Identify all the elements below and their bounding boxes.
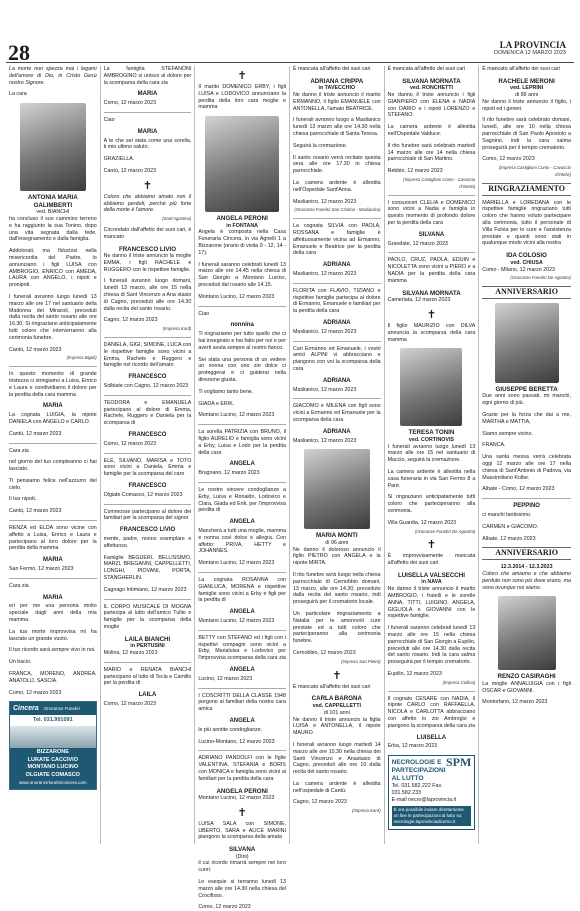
ad-brand: Cincera <box>13 705 39 713</box>
notice-text: È mancata all'affetto dei suoi cari <box>387 66 466 72</box>
notice-text: Un particolare ringraziamento a Natalia per le amorevoli cure prestate ed a tutti coloro che parteciperanno alla cerimonia funebre. <box>292 611 381 645</box>
notice-text: A te che sei stata come una sorella, ti mio ultimo saluto. <box>103 137 192 151</box>
portrait-photo <box>495 303 559 383</box>
deceased-name: ADRIANA <box>322 377 351 384</box>
deceased-name: TERESA TONIN <box>408 429 455 437</box>
deceased-name: LAILA BIANCHI <box>124 635 171 643</box>
cross-icon: ✝ <box>237 70 247 82</box>
notice-text: Eupilio, 12 marzo 2023 <box>387 671 442 678</box>
notice-text: I funerali saranno celebrati lunedì 13 marzo alle ore 14.45 nella chiesa di San Giorgio a Montano Lucino, preceduti dal rosario alle 14.15. <box>198 261 286 289</box>
ad-brand-sub: Onoranze Funebri <box>43 706 80 712</box>
notice-text: In questo momento di grande tristezza ci stringiamo a Luisa, Enrico e Laura e condividiamo il dolore per la perdita della cara mamma <box>9 371 97 398</box>
notice-text: Il rito funebre sarà celebrato martedì 14 marzo alle ore 14 nella chiesa parrocchiale di San Martino. <box>387 142 476 163</box>
notice-text: DANIELA, GIGI, SIMONE, LUCA con le rispettive famiglie sono vicini a Emma, Rachele e Ruggero e famiglie nel ricordo dell'amato <box>103 342 192 369</box>
deceased-subtitle: ved. CHIUSA <box>510 259 543 266</box>
notice-text: La moglie ANNALUIGIA con i figli OSCAR e GIOVANNI. <box>482 680 571 694</box>
divider <box>104 599 192 600</box>
notice-text: Il tuo ricordo sarà sempre vivo in noi. <box>9 647 96 654</box>
quote: Coloro che amiamo e che abbiamo perduto non sono più dove erano, ma sono ovunque noi siamo. <box>482 570 571 591</box>
deceased-subtitle: ved. CORTINOVIS <box>408 436 454 443</box>
column-6 <box>479 66 574 844</box>
deceased-subtitle: di 96 anni <box>325 539 349 546</box>
notice-text: Grazie per la forza che dai a me, MARTHA e MATTIA, <box>482 412 571 425</box>
notice-text: La camera ardente è allestita nell'ospedale di Cantù. <box>292 780 381 794</box>
spm-logo: SPM <box>445 755 472 770</box>
deceased-name: FRANCESCO LIVIO <box>119 527 176 534</box>
notice-text: Ne danno il triste annuncio il marito ERMANNO, il figlio EMANUELE con ANTONELLA, l'amato BEATRICE. <box>292 92 381 112</box>
necrology-title: PARTECIPAZIONI <box>391 767 446 775</box>
notice-text: Como, 12 marzo 2023 <box>482 156 535 163</box>
funeral-home-credit: (Impresa Collina) <box>442 679 476 685</box>
deceased-name: ADRIANA <box>322 262 351 269</box>
notice-text: La camera ardente è allestita nella casa funeraria in via San Fermo 8 a Parè. <box>387 469 476 489</box>
notice-text: Circondato dall'affetto dei suoi cari, è mancato <box>103 226 192 240</box>
notice-text: GIACOMO e MILENA con figli sono vicini a Ermanno ed Emanuele per la scomparsa della cara <box>292 403 381 423</box>
notice-text: Il rito funebre avrà luogo nella chiesa parrocchiale di Cernobbio domani, 13 marzo, alle ore 14.30, preceduto dalla recita del santo rosario, indi proseguirà per il crematorio locale. <box>292 572 381 606</box>
necrology-email: E-mail necro@laprovincia.it <box>391 797 457 804</box>
notice-text: BETTY con STEFANO ed i figli con i rispettivi compagni sono vicini a Erby, Marialuisa e Lodovico per l'improvvisa scomparsa della cara zia <box>198 634 286 662</box>
deceased-subtitle: in TAVECCHIO <box>318 85 356 92</box>
quote-author: (Sant'Agostino) <box>162 216 192 222</box>
ad-location: MONTANO LUCINO <box>27 764 79 771</box>
page-header <box>0 0 580 68</box>
notice-text: Maslianico, 12 marzo 2023 <box>292 271 357 278</box>
divider <box>198 572 286 573</box>
notice-text: Cantù, 12 marzo 2023 <box>9 430 62 437</box>
notice-text: PAOLO, CRUZ, PAOLA, EDUIN e NICOLETTA sono vicini a PIERO e a NADIA per la perdita della cara mamma <box>387 257 476 284</box>
notice-text: nel giorno del tuo compleanno ci hai lasciato. <box>9 459 97 473</box>
deceased-name: SILVANA MORNATA <box>402 289 461 297</box>
section-heading: ANNIVERSARIO <box>482 547 571 560</box>
notice-text: Ne danno il triste annuncio i figli GIANPIERO con ELENA e NADIA con DARIO e i nipoti LORENZO e STEFANO. <box>387 92 476 119</box>
funeral-home-credit: (Impresa San Pietro) <box>340 658 381 664</box>
notice-text: Siamo sempre vicino. <box>482 430 533 437</box>
notice-text: Solbiate con Cagno, 12 marzo 2023 <box>103 383 189 389</box>
funeral-home-credit: (Impresa Bigoli) <box>66 355 97 361</box>
divider <box>388 195 476 196</box>
notice-text: Ne danno il doloroso annuncio il figlio PIETRO con ANGELA e la nipote MIRTA. <box>292 546 381 567</box>
deceased-name: MARIA <box>137 91 158 98</box>
divider <box>198 424 286 425</box>
funeral-home-credit: (Onoranze Funebri De Agostini) <box>510 275 571 281</box>
notice-text: Seguirà la cremazione. <box>292 142 348 149</box>
notice-text: Famiglie BEGUERI, BELLISSIMO, MARZI, BREGANNI, CAPPELLETTI, LONGHI, PIOVANI, PORTA, STANGHERLIN. <box>103 554 192 581</box>
divider <box>9 520 97 521</box>
notice-text: Una santa messa verrà celebrata oggi 12 marzo alle ore 17 nella chiesa di Sant'Antonio di Padova, via Massimiliano Kolbe. <box>482 454 571 481</box>
notice-text: I funerali avranno luogo lunedì 13 marzo alle ore 17 nel santuario della Madonna dei Miracoli, preceduti dalla recita del santo rosario alle ore 16.30. Si ringraziano anticipatamente tutti coloro che interverranno alla cerimonia funebre. <box>9 293 97 341</box>
deceased-name: ADRIANA <box>322 428 351 435</box>
deceased-name: CARLA BARGNA <box>311 695 362 703</box>
deceased-name: MARIA <box>42 557 63 564</box>
notice-text: Cara zia <box>9 582 29 589</box>
deceased-age: di 101 anni <box>323 709 350 716</box>
deceased-subtitle: in PERTUSINI <box>130 643 165 650</box>
deceased-subtitle: ved. RONCHETTI <box>409 85 453 92</box>
notice-text: le più sentite condoglianze. <box>198 726 263 733</box>
deceased-name: ADRIANA <box>322 320 351 327</box>
notice-text: Addolorati, ma fiduciosi nella misericordia del Padre, lo annunciano i figli LUISA con AMBROGIO, ENRICO con AMEDA, LAURA con ANGELO, i nipoti e pronipoti. <box>9 248 97 289</box>
divider <box>198 306 286 307</box>
notice-text: MARIELLA e LOREDANA con le rispettive famiglie ringraziano tutti coloro che hanno voluto partecipare alla cerimonia, tutto il personale di Villa Fulvia per le cure e l'assistenza prestate e quanti sono stati in qualunque modo vicini alla nostra <box>482 199 571 247</box>
deceased-name: nonnina <box>230 322 254 329</box>
divider <box>482 498 571 499</box>
notice-text: Como, 12 marzo 2023 <box>103 440 157 447</box>
notice-text: I funerali avranno luogo lunedì 13 marzo alle ore 15 nel santuario di Maccio, seguirà la cremazione. <box>387 443 476 464</box>
notice-text: Cernobbio, 12 marzo 2023 <box>292 650 356 657</box>
quote: La morte non spezza mai i legami dell'amore di Dio, in Cristo Gesù nostro Signore. <box>9 66 97 86</box>
deceased-subtitle: ved. LEPRINI <box>510 85 544 92</box>
notice-text: Lucino-Montano, 12 marzo 2023 <box>198 738 275 745</box>
necrology-contact-box <box>388 755 476 830</box>
column-1 <box>6 66 101 844</box>
notice-text: Maslianico, 12 marzo 2023 <box>292 386 357 393</box>
notice-text: La tua morte improvvisa mi ha lasciato un grande vuoto. <box>9 628 97 642</box>
notice-text: La cara <box>9 91 27 98</box>
deceased-subtitle: in NAVA <box>421 579 442 586</box>
deceased-name: PEPPINO <box>513 503 540 510</box>
notice-text: Maslianico, 12 marzo 2023 <box>292 328 357 335</box>
deceased-name: MARIA <box>42 403 63 410</box>
notice-text: CARMEN e GIACOMO. <box>482 523 539 530</box>
notice-text: Il cognato CESARE con NADIA, il nipote CARLO con RAFFAELLA, NICOLA e CARLOTTA abbracciano con affetto lo zio Ambrogio e piangono la scomparsa della cara zia <box>387 695 476 729</box>
notice-text: Como, 12 marzo 2023 <box>9 689 62 696</box>
divider <box>388 252 476 253</box>
deceased-name: ANGELA <box>229 666 255 673</box>
ad-website: www.onoranzefunebricincera.com <box>19 780 87 786</box>
notice-text: Ne danno il triste annuncio il figlio, i nipoti ed i generi. <box>482 98 571 112</box>
notice-text: RENZA ed ELDA sono vicine con affetto a Luisa, Enrico e Laura e partecipano al loro dolore per la perdita della mamma <box>9 525 97 552</box>
notice-text: San Fermo, 12 marzo 2023 <box>9 566 74 573</box>
deceased-name: GIUSEPPE BERETTA <box>495 385 558 393</box>
notice-text: Como, 12 marzo 2023 <box>103 100 157 107</box>
header-rule <box>6 62 574 63</box>
deceased-name: SILVANA MORNATA <box>402 77 461 85</box>
ad-header <box>10 702 96 715</box>
notice-text: Rebbio, 12 marzo 2023 <box>387 168 443 175</box>
notice-text: La camera ardente è allestita nell'Ospedale Valduce. <box>387 124 476 138</box>
cross-icon: ✝ <box>237 806 247 819</box>
issue-date: DOMENICA 12 MARZO 2023 <box>493 50 566 56</box>
section-heading: ANNIVERSARIO <box>482 286 571 299</box>
divider <box>104 395 192 396</box>
deceased-subtitle: ved. BIANCHI <box>36 209 70 216</box>
funeral-home-credit: (Impresa Kard) <box>351 808 381 814</box>
portrait-photo <box>304 449 370 529</box>
notice-text: Brugnano, 12 marzo 2023 <box>198 470 260 477</box>
deceased-subtitle: in FONTANA <box>226 222 258 229</box>
ad-location: LURATE CACCIVIO <box>27 756 78 763</box>
cross-icon: ✝ <box>426 539 437 552</box>
divider <box>9 366 97 367</box>
portrait-photo <box>400 348 462 426</box>
deceased-subtitle: ved. CAPPELLETTI <box>312 702 361 709</box>
funeral-home-ad <box>9 701 97 790</box>
column-4 <box>290 66 385 844</box>
deceased-name: LAILA <box>138 692 157 699</box>
notice-text: Montano Lucino, 12 marzo 2023 <box>198 795 275 801</box>
notice-text: I funerali avranno luogo a Maslianico lunedì 13 marzo alle ore 14.30 nella chiesa parrocchiale di Santa Teresa. <box>292 117 381 138</box>
anniversary-dates: 12.3.2014 - 12.3.2023 <box>500 564 553 571</box>
notice-text: Montano Lucino, 12 marzo 2023 <box>198 293 275 300</box>
notice-text: I COSCRITTI DELLA CLASSE 1948 porgono ai familiari della nostra cara amica <box>198 692 286 713</box>
portrait-photo <box>20 103 86 191</box>
notice-text: Ne danno il triste annuncio il marito AMBROGIO, i fratelli e le sorelle ANNA, TITTI, LUIGINO, ANGELA, GIGLIOLA e GIOVANNI con le rispettive famiglie. <box>387 586 476 620</box>
notice-text: La cognata SILVIA con PAOLA, ROSSANA e famiglie è affettuosamente vicina ad Ermanno, Emanuele e Beatrice per la perdita della cara <box>292 223 381 257</box>
notice-text: La cognata LUIGIA, la nipote DANIELA con ANGELO e CARLO. <box>9 412 97 425</box>
ad-location: OLGIATE COMASCO <box>25 771 80 778</box>
notice-text: La cognata ROSANNA con GIANLUCA, MORENA e rispettive famiglie sono vicini a Erby e figli per la perdita di <box>198 576 286 604</box>
cross-icon: ✝ <box>426 308 437 321</box>
notice-text: il cui ricordo rimarrà sempre nei loro cuori. <box>198 860 286 874</box>
column-2 <box>101 66 196 844</box>
notice-text: Como, 12 marzo 2023 <box>103 701 157 707</box>
deceased-name: ANGELA <box>229 717 255 724</box>
cross-icon: ✝ <box>142 179 153 192</box>
notice-text: TEODORA e EMANUELA partecipano al dolore di Emma, Rachele, Ruggero e Daniela per la scomparsa di <box>103 399 192 427</box>
deceased-name: FRANCESCO <box>128 431 167 438</box>
notice-text: Angela è composta nella Casa Funeraria Cincera, in via Agnelli 1 a Bizzarone (orario di visita 9 - 12, 14 - 17). <box>198 229 286 256</box>
notice-text: eri per me una persona molto speciale dagli anni della mia mamma. <box>9 603 97 624</box>
notice-text: Molina, 12 marzo 2023 <box>103 650 158 657</box>
divider <box>104 337 192 338</box>
notice-text: Como - Milano, 12 marzo 2023 <box>482 266 555 273</box>
notice-text: Grandate, 12 marzo 2023 <box>387 240 448 247</box>
section-heading: RINGRAZIAMENTO <box>482 183 571 196</box>
deceased-name: ADRIANA CRIPPA <box>310 77 364 85</box>
deceased-subtitle: (Dini) <box>235 853 249 860</box>
notice-text: Camerlata, 12 marzo 2023 <box>387 297 451 304</box>
notice-text: È improvvisamente mancata all'affetto dei suoi cari <box>387 553 476 567</box>
notice-text: Albate, 12 marzo 2023 <box>482 535 536 542</box>
notice-text: Cagno, 12 marzo 2023 <box>292 799 347 806</box>
deceased-name: ANGELA <box>229 519 255 526</box>
notice-text: MARIO e RENATA BIANCHI partecipano al lutto di Tecla e Camillo per la perdita di <box>103 666 192 687</box>
deceased-name: SILVANA <box>229 846 256 854</box>
notice-text: mente, padre, nonno esemplare e affettuoso. <box>103 535 192 549</box>
page-number: 28 <box>8 40 30 65</box>
notice-text: FRANCA, MORENO, ANDREA, ANATOLIJ, SASCIA. <box>9 671 97 684</box>
notice-text: Erba, 12 marzo 2023 <box>387 743 438 750</box>
necrology-online-note: È ora possibile inviare direttamente on line le partecipazioni al lutto su: necrologie.laprovinciadicomo.it <box>392 806 472 826</box>
divider <box>104 112 192 113</box>
deceased-name: SILVANA <box>418 231 445 238</box>
necrology-phone: Tel. 031.582.222 Fax. 031.582.233 <box>391 783 443 797</box>
notice-text: Ti pensiamo felice nell'azzurro del cielo. <box>9 477 97 491</box>
divider <box>293 341 381 342</box>
newspaper-name: LA PROVINCIA <box>499 40 566 50</box>
notice-text: FLORITA con FLAVIO, TIZIANO e rispettive famiglie partecipa al dolore di Ermanno, Emanuele e familiari per la perdita della cara <box>292 287 381 315</box>
deceased-name: FRANCESCO <box>128 482 167 489</box>
cross-icon: ✝ <box>332 669 342 682</box>
notice-text: Cagnago Intimiano, 12 marzo 2023 <box>103 586 187 593</box>
ad-locations <box>10 748 96 789</box>
notice-text: Montorfano, 12 marzo 2023 <box>482 699 548 706</box>
divider <box>104 504 192 505</box>
notice-text: Il tuo nipoti. <box>9 496 37 503</box>
divider <box>9 443 97 444</box>
notice-text: ADRIANO PANDOLFI con le figlie VALENTINA, STEFANIA e BORIS con MONICA e famiglia sono vicini ai familiari per la perdita della cara <box>198 755 286 782</box>
funeral-home-credit: (Onoranze Funebri De Agostini) <box>414 528 476 534</box>
portrait-photo <box>205 116 279 212</box>
notice-text: Il rito funebre sarà celebrato domani, lunedì, alle ore 10 nella chiesa parrocchiale di San Paolo Apostolo a Sagnino, indi la cara salma proseguirà per il tempio crematorio. <box>482 117 571 151</box>
notice-text: Montano Lucino, 12 marzo 2023 <box>198 412 275 419</box>
divider <box>293 283 381 284</box>
notice-text: Un bacio. <box>9 659 32 666</box>
notice-text: I funerali avranno luogo martedì 14 marzo alle ore 10.30 nella chiesa dei Santi Vincenzo e Anastasio di Cagno, preceduti alle ore 10 dalla recita del santo rosario. <box>292 741 381 776</box>
deceased-name: MARIA MONTI <box>315 532 358 540</box>
notice-text: IL CORPO MUSICALE DI MOGNA partecipa al lutto dell'amico Tullio e famiglie per la scomparsa della moglie <box>103 603 192 630</box>
notice-text: Cara zia <box>9 447 29 454</box>
notice-text: Lucino, 12 marzo 2023 <box>198 675 253 682</box>
notice-text: FRANCA. <box>482 442 506 449</box>
ad-location: BIZZARONE <box>36 749 69 756</box>
notice-text: GRAZIELLA. <box>103 156 135 163</box>
notice-text: La camera ardente è allestita nell'Ospedale Sant'Anna. <box>292 180 381 193</box>
notice-text: È mancato all'affetto dei suoi cari <box>482 66 560 72</box>
divider <box>104 662 192 663</box>
notice-text: Cantù, 12 marzo 2023 <box>9 346 62 353</box>
funeral-home-credit: (Impresa Castiglioni Como - Cavaccio d'Intelvi) <box>498 165 571 178</box>
divider <box>9 578 97 579</box>
notice-text: I funerali avranno luogo domani, lunedì 13 marzo, alle ore 15 nella chiesa di Sant Vincenzo a Ana stasio di Cagno, preceduti alle ore 14.30 dalla recita del santo rosario. <box>103 278 192 312</box>
ad-building-image <box>10 726 96 748</box>
notice-text: I funerali saranno celebrati lunedì 13 marzo alle ore 15 nella chiesa parrocchiale di San Giorgio a Eupilio, preceduti alle ore 14.30 dalla recita del santo rosario. Indi la cara salma proseguirà per il tempio crematorio. <box>387 625 476 666</box>
notice-text: I consuoceri CLELIA e DOMENICO sono vicini a Nadia e famiglia in questo momento di profondo dolore per la perdita della cara <box>387 199 476 227</box>
deceased-name: MARIA <box>137 128 158 135</box>
column-5 <box>385 66 480 844</box>
notice-text: Ti ringraziamo per tutto quello che ci hai insegnato e hai fatto per noi e per averti avuta sempre al nostro fianco. <box>198 331 286 351</box>
notice-text: Cantù, 12 marzo 2023 <box>103 167 157 174</box>
notice-text: È mancato all'affetto dei suoi cari <box>292 683 371 690</box>
divider <box>198 750 286 751</box>
notice-text: Montano Lucino, 12 marzo 2023 <box>198 617 275 624</box>
ad-phone: Tel. 031.991091 <box>33 717 73 724</box>
notice-text: Ne danno il triste annuncio la moglie EMMA, i figli RACHELE e RUGGERO con le rispettive famiglie. <box>103 253 192 273</box>
notice-text: Le esequie si terranno lunedì 13 marzo alle ore 14.30 nella chiesa del Crocifisso. <box>198 879 286 899</box>
notice-text: ELE, SILVANO, MARISA e TOTO sono vicini a Daniela, Emma e famiglie per la scomparsa del caro <box>103 457 192 478</box>
funeral-home-credit: (Impresa Kard) <box>162 326 192 332</box>
portrait-photo <box>498 596 556 670</box>
necrology-title: AL LUTTO <box>391 775 424 783</box>
obituary-columns <box>6 66 574 911</box>
divider <box>198 630 286 631</box>
notice-text: Il figlio MAURIZIO con DILVA annuncia la scomparsa della cara mamma <box>387 322 476 343</box>
notice-text: È mancata all'affetto dei suoi cari <box>292 66 371 72</box>
notice-text: ci manchi tantissimo. <box>482 511 532 518</box>
notice-text: Albate - Como, 12 marzo 2023 <box>482 486 555 493</box>
deceased-name: ANTONIA MARIA GALIMBERTI <box>27 194 78 209</box>
deceased-name: RENZO CASIRAGHI <box>497 673 556 681</box>
deceased-name: IDA COLOSIO <box>506 252 547 260</box>
deceased-name: FRANCESCO LIVIO <box>118 245 177 253</box>
column-3 <box>195 66 290 911</box>
deceased-name: LUISELLA <box>416 734 447 741</box>
divider <box>388 691 476 692</box>
notice-text: Mancherà a tutti una moglie, mamma e nonna così dolce e allegra. Con affetto: PRIVA, HETTY e JOHANNES. <box>198 527 286 555</box>
notice-text: LUISA SALA con SIMONE, UBERTO, SARA e ALICE MARINI piangono la scomparsa della amata <box>198 820 286 841</box>
notice-text: Olgiate Comasco, 12 marzo 2023 <box>103 491 183 498</box>
notice-text: Ciao <box>198 310 210 317</box>
divider <box>198 688 286 689</box>
funeral-home-credit: (Onoranze Funebri San Cristina - Maslianico) <box>294 207 381 213</box>
notice-text: Sei stata una persona di un vedere un nonna con uno zio dolce ci proteggerai e ci guiderai nella direzione giusta. <box>198 356 286 384</box>
necrology-title: NECROLOGIE E <box>391 759 442 767</box>
funeral-home-credit: (Impresa Castiglioni Como - Cavaccio d'Intelvi) <box>403 177 476 189</box>
deceased-name: ANGELA <box>229 609 255 616</box>
notice-text: Maslianico, 12 marzo 2023 <box>292 198 357 205</box>
notice-text: Il marito DOMENICO ERBY, i figli LUISA e LODOVICO annunciano la perdita della loro cara moglie e mamma <box>198 84 286 111</box>
notice-text: GIADA e ERIK. <box>198 400 235 407</box>
divider <box>293 398 381 399</box>
notice-text: Como, 12 marzo 2023 <box>198 904 251 911</box>
notice-text: Commosse partecipano al dolore dei familiari per la scomparsa del signor <box>103 508 192 522</box>
notice-text: Il santo rosario verrà recitato questa sera alle ore 17.30 in chiesa parrocchiale. <box>292 154 381 175</box>
notice-text: Montano Lucino, 12 marzo 2023 <box>198 560 275 567</box>
notice-text: Cantù, 12 marzo 2023 <box>9 508 62 515</box>
deceased-age: di 89 anni <box>515 92 539 99</box>
notice-text: Due anni sono passati, mi manchi, ogni giorno di più. <box>482 393 571 407</box>
notice-text: Ciao <box>103 116 115 123</box>
divider <box>198 482 286 483</box>
notice-text: La famiglia STEFANONI AMBROGINO si unisce al dolore per la scomparsa della cara zia <box>103 66 192 86</box>
notice-text: Maslianico, 12 marzo 2023 <box>292 437 357 444</box>
notice-text: Cari Ermanno ed Emanuele, i vostri amici ALPINI vi abbracciano e piangono con voi la scomparsa della cara <box>292 345 381 372</box>
notice-text: Ti vogliamo tanto bene. <box>198 388 254 395</box>
notice-text: ha concluso il suo cammino terreno e ha raggiunto la sua Tonino, dopo una vita segnata dalla fede, dall'insegnamento e dalla famiglia. <box>9 215 97 243</box>
deceased-name: ANGELA PERONI <box>216 787 268 795</box>
notice-text: Cagno, 12 marzo 2023 <box>103 317 158 324</box>
notice-text: Si ringraziano anticipatamente tutti coloro che parteciperanno alla cerimonia. <box>387 494 476 514</box>
notice-text: Villa Guardia, 12 marzo 2023 <box>387 519 457 526</box>
divider <box>104 453 192 454</box>
notice-text: Le nostre sincere condoglianze a Erby, Luisa e Ronaldo, Lodovico e Clara, Giada ed Erik, per l'improvvisa perdita di <box>198 487 286 514</box>
quote: Coloro che abbiamo amato non li abbiamo perduti, perché più forte della morte è l'amore. <box>103 193 192 214</box>
deceased-name: ANGELA <box>229 461 255 468</box>
deceased-name: RACHELE MERONI <box>498 77 555 85</box>
deceased-name: MARIA <box>42 594 63 601</box>
deceased-name: LUISELLA VALSECCHI <box>397 571 465 579</box>
deceased-name: FRANCESCO <box>128 374 167 381</box>
notice-text: Ne danno il triste annuncio la figlia LUISA e ANTONELLA, il nipote MAURO. <box>292 716 381 737</box>
divider <box>293 218 381 219</box>
deceased-name: ANGELA PERONI <box>216 215 268 223</box>
notice-text: La sorella PATRIZIA con BRUNO, il figlio AURELIO e famiglia sono vicini a Erby, Luisa e Lodo per la perdita della cara <box>198 429 286 456</box>
